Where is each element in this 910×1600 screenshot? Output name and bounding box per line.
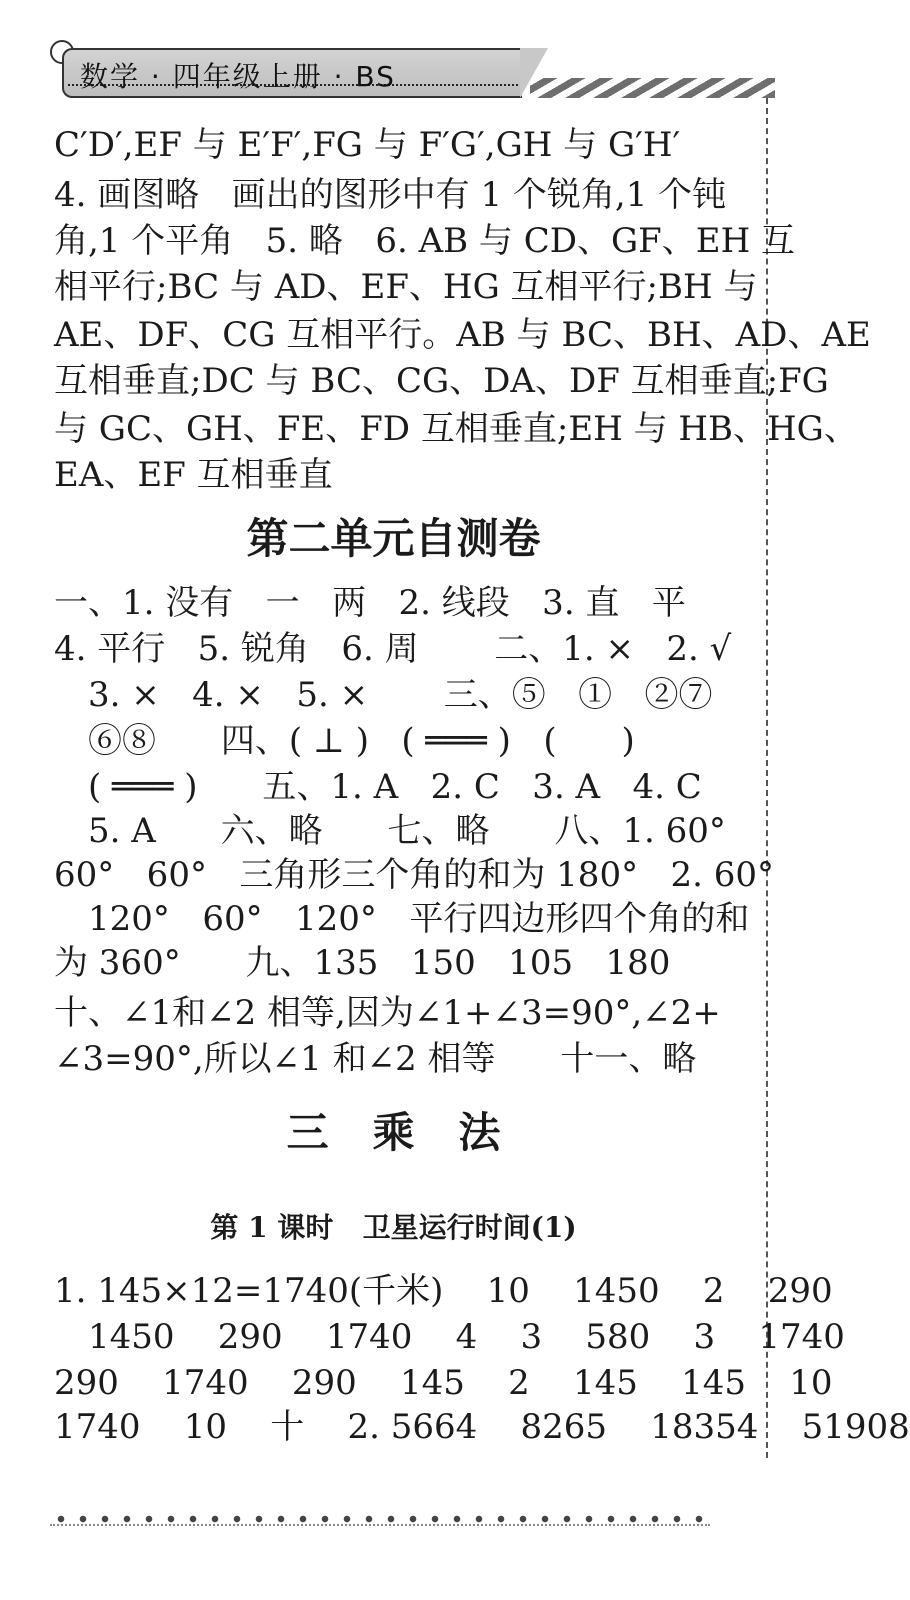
answer-line: 一、1. 没有 一 两 2. 线段 3. 直 平 [54, 583, 686, 623]
answer-line: 1. 145×12=1740(千米) 10 1450 2 290 [54, 1271, 833, 1311]
page-header-title: 数学 · 四年级上册 · BS [80, 60, 396, 93]
right-margin-rule [766, 98, 768, 1458]
answer-line: 1740 10 十 2. 5664 8265 18354 51908 [54, 1407, 910, 1447]
lesson-subtitle: 第 1 课时 卫星运行时间(1) [210, 1211, 577, 1244]
answer-line: 4. 画图略 画出的图形中有 1 个锐角,1 个钝 [54, 175, 727, 215]
answer-line: 3. × 4. × 5. × 三、⑤ ① ②⑦ [88, 675, 713, 715]
answer-line: 为 360° 九、135 150 105 180 [54, 943, 671, 983]
answer-line: 角,1 个平角 5. 略 6. AB 与 CD、GF、EH 互 [54, 221, 796, 261]
answer-line: 120° 60° 120° 平行四边形四个角的和 [88, 899, 750, 939]
header-hatch-decoration [530, 78, 775, 98]
answer-line: 与 GC、GH、FE、FD 互相垂直;EH 与 HB、HG、 [54, 409, 858, 449]
answer-line: 十、∠1和∠2 相等,因为∠1+∠3=90°,∠2+ [54, 993, 721, 1033]
answer-line: ∠3=90°,所以∠1 和∠2 相等 十一、略 [54, 1039, 697, 1079]
answer-line: 互相垂直;DC 与 BC、CG、DA、DF 互相垂直;FG [54, 361, 829, 401]
answer-line: C′D′,EF 与 E′F′,FG 与 F′G′,GH 与 G′H′ [54, 125, 681, 165]
answer-line: 4. 平行 5. 锐角 6. 周 二、1. × 2. √ [54, 629, 732, 669]
section-title-multiplication: 三 乘 法 [286, 1108, 501, 1157]
answer-line: ⑥⑧ 四、( ⊥ ) ( ═══ ) ( ) [88, 721, 635, 761]
answer-line: EA、EF 互相垂直 [54, 455, 333, 495]
section-title-unit2-test: 第二单元自测卷 [246, 514, 541, 563]
answer-line: 60° 60° 三角形三个角的和为 180° 2. 60° [54, 855, 775, 895]
answer-line: 290 1740 290 145 2 145 145 10 [54, 1363, 833, 1403]
answer-line: ( ═══ ) 五、1. A 2. C 3. A 4. C [88, 767, 702, 807]
answer-line: 1450 290 1740 4 3 580 3 1740 [88, 1317, 845, 1357]
answer-line: 相平行;BC 与 AD、EF、HG 互相平行;BH 与 [54, 267, 758, 307]
footer-wave-line [50, 1524, 710, 1526]
answer-line: 5. A 六、略 七、略 八、1. 60° [88, 811, 726, 851]
answer-line: AE、DF、CG 互相平行。AB 与 BC、BH、AD、AE [54, 315, 871, 355]
